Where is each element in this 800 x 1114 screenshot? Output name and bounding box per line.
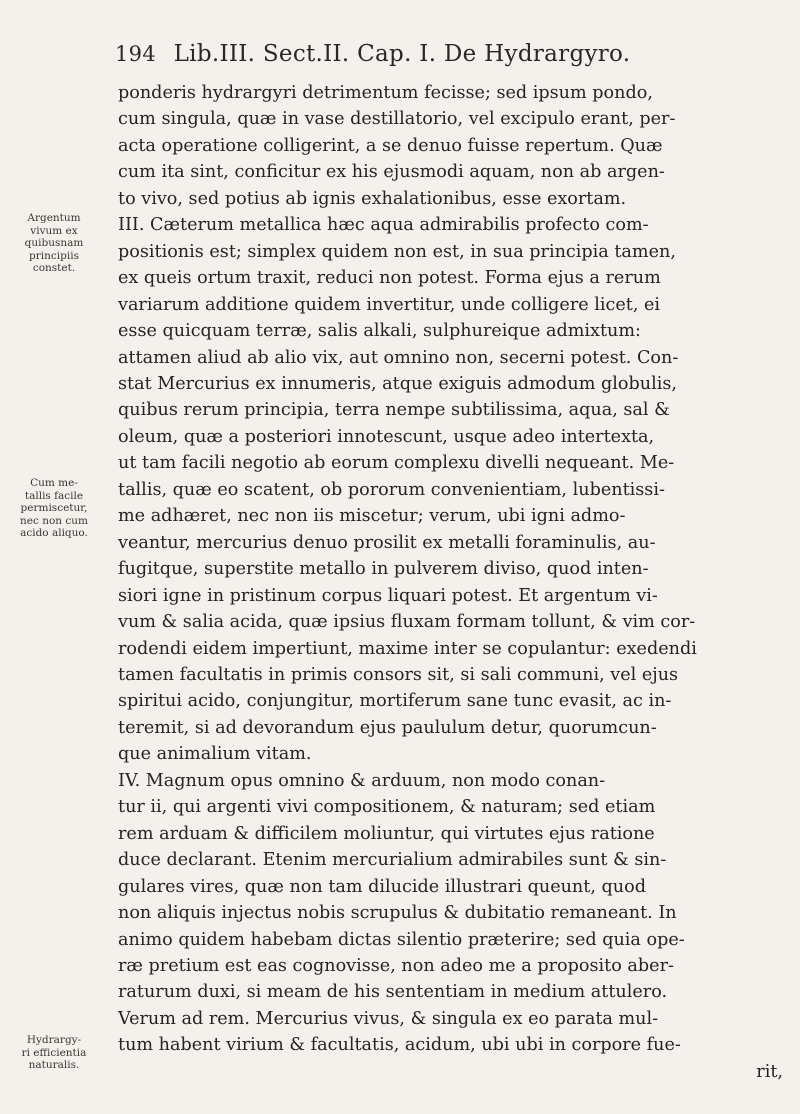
text-line: quibus rerum principia, terra nempe subtilissima, aqua, sal & bbox=[118, 400, 670, 421]
text-line: attamen aliud ab alio vix, aut omnino non, secerni potest. Con- bbox=[118, 347, 679, 368]
text-line: tallis, quæ eo scatent, ob pororum convenientiam, lubentissi- bbox=[118, 479, 665, 500]
text-line: vum & salia acida, quæ ipsius fluxam formam tollunt, & vim cor- bbox=[118, 612, 696, 633]
text-line: veantur, mercurius denuo prosilit ex metalli foraminulis, au- bbox=[118, 532, 656, 553]
text-line: cum singula, quæ in vase destillatorio, vel excipulo erant, per- bbox=[118, 109, 676, 130]
margin-note-line: quibusnam bbox=[24, 237, 84, 250]
text-line: me adhæret, nec non iis miscetur; verum, ubi igni admo- bbox=[118, 506, 626, 527]
text-line: III. Cæterum metallica hæc aqua admirabilis profecto com- bbox=[118, 215, 649, 236]
text-line: variarum additione quidem invertitur, unde colligere licet, ei bbox=[118, 294, 661, 315]
text-line: non aliquis injectus nobis scrupulus & dubitatio remaneant. In bbox=[118, 903, 677, 924]
text-line: oleum, quæ a posteriori innotescunt, usque adeo intertexta, bbox=[118, 426, 655, 447]
margin-note-line: principiis bbox=[29, 249, 79, 262]
running-title: Lib.III. Sect.II. Cap. I. De Hydrargyro. bbox=[173, 41, 631, 67]
margin-note-line: permiscetur, bbox=[20, 502, 88, 515]
text-line: tamen facultatis in primis consors sit, si sali communi, vel ejus bbox=[118, 664, 679, 685]
margin-note-line: naturalis. bbox=[28, 1059, 80, 1072]
text-line: rodendi eidem impertiunt, maxime inter se copulantur: exedendi bbox=[118, 638, 697, 659]
page-number: 194 bbox=[115, 42, 156, 66]
margin-note-line: acido aliquo. bbox=[20, 527, 88, 540]
text-line: Verum ad rem. Mercurius vivus, & singula ex eo parata mul- bbox=[118, 1008, 659, 1029]
text-line: stat Mercurius ex innumeris, atque exiguis admodum globulis, bbox=[118, 373, 677, 394]
text-line: duce declarant. Etenim mercurialium admirabiles sunt & sin- bbox=[118, 850, 667, 871]
text-line: siori igne in pristinum corpus liquari potest. Et argentum vi- bbox=[118, 585, 658, 606]
running-header bbox=[115, 41, 775, 67]
text-line: spiritui acido, conjungitur, mortiferum sane tunc evasit, ac in- bbox=[118, 691, 672, 712]
text-line: tum habent virium & facultatis, acidum, ubi ubi in corpore fue- bbox=[118, 1035, 681, 1056]
margin-note-line: nec non cum bbox=[20, 514, 88, 527]
text-line: tur ii, qui argenti vivi compositionem, & naturam; sed etiam bbox=[118, 797, 656, 818]
text-line: ut tam facili negotio ab eorum complexu divelli nequeant. Me- bbox=[118, 453, 675, 474]
margin-note-line: vivum ex bbox=[30, 224, 78, 237]
text-line: ex queis ortum traxit, reduci non potest. Forma ejus a rerum bbox=[118, 268, 661, 289]
margin-note-line: Hydrargy- bbox=[26, 1034, 82, 1046]
text-line: IV. Magnum opus omnino & arduum, non modo conan- bbox=[118, 770, 606, 791]
text-line: rem arduam & difficilem moliuntur, qui virtutes ejus ratione bbox=[118, 823, 655, 844]
text-line: raturum duxi, si meam de his sententiam in medium attulero. bbox=[118, 982, 668, 1003]
margin-note-line: Argentum bbox=[27, 212, 81, 224]
text-line: fugitque, superstite metallo in pulverem diviso, quod inten- bbox=[118, 559, 649, 580]
text-line: positionis est; simplex quidem non est, in sua principia tamen, bbox=[118, 241, 676, 262]
margin-note-line: tallis facile bbox=[24, 489, 84, 502]
text-line: cum ita sint, conficitur ex his ejusmodi aquam, non ab argen- bbox=[118, 162, 665, 183]
margin-note-line: Cum me- bbox=[30, 477, 78, 489]
margin-note bbox=[2, 212, 106, 275]
text-line: ponderis hydrargyri detrimentum fecisse; sed ipsum pondo, bbox=[118, 83, 653, 103]
text-line: rit, bbox=[756, 1061, 783, 1082]
body-text bbox=[118, 80, 783, 1085]
margin-note bbox=[2, 1034, 106, 1072]
text-line: gulares vires, quæ non tam dilucide illustrari queunt, quod bbox=[118, 876, 646, 897]
margin-note-line: constet. bbox=[32, 262, 76, 275]
text-line: que animalium vitam. bbox=[118, 744, 312, 765]
text-line: esse quicquam terræ, salis alkali, sulphureique admixtum: bbox=[118, 321, 641, 342]
text-line: animo quidem habebam dictas silentio præterire; sed quia ope- bbox=[118, 929, 685, 950]
text-line: to vivo, sed potius ab ignis exhalationibus, esse exortam. bbox=[118, 188, 627, 209]
margin-note-line: ri efficientia bbox=[21, 1046, 87, 1059]
text-line: ræ pretium est eas cognovisse, non adeo me a proposito aber- bbox=[118, 955, 674, 976]
text-line: acta operatione colligerint, a se denuo fuisse repertum. Quæ bbox=[118, 135, 663, 156]
margin-note bbox=[2, 477, 106, 540]
text-line: teremit, si ad devorandum ejus paululum detur, quorumcun- bbox=[118, 717, 657, 738]
